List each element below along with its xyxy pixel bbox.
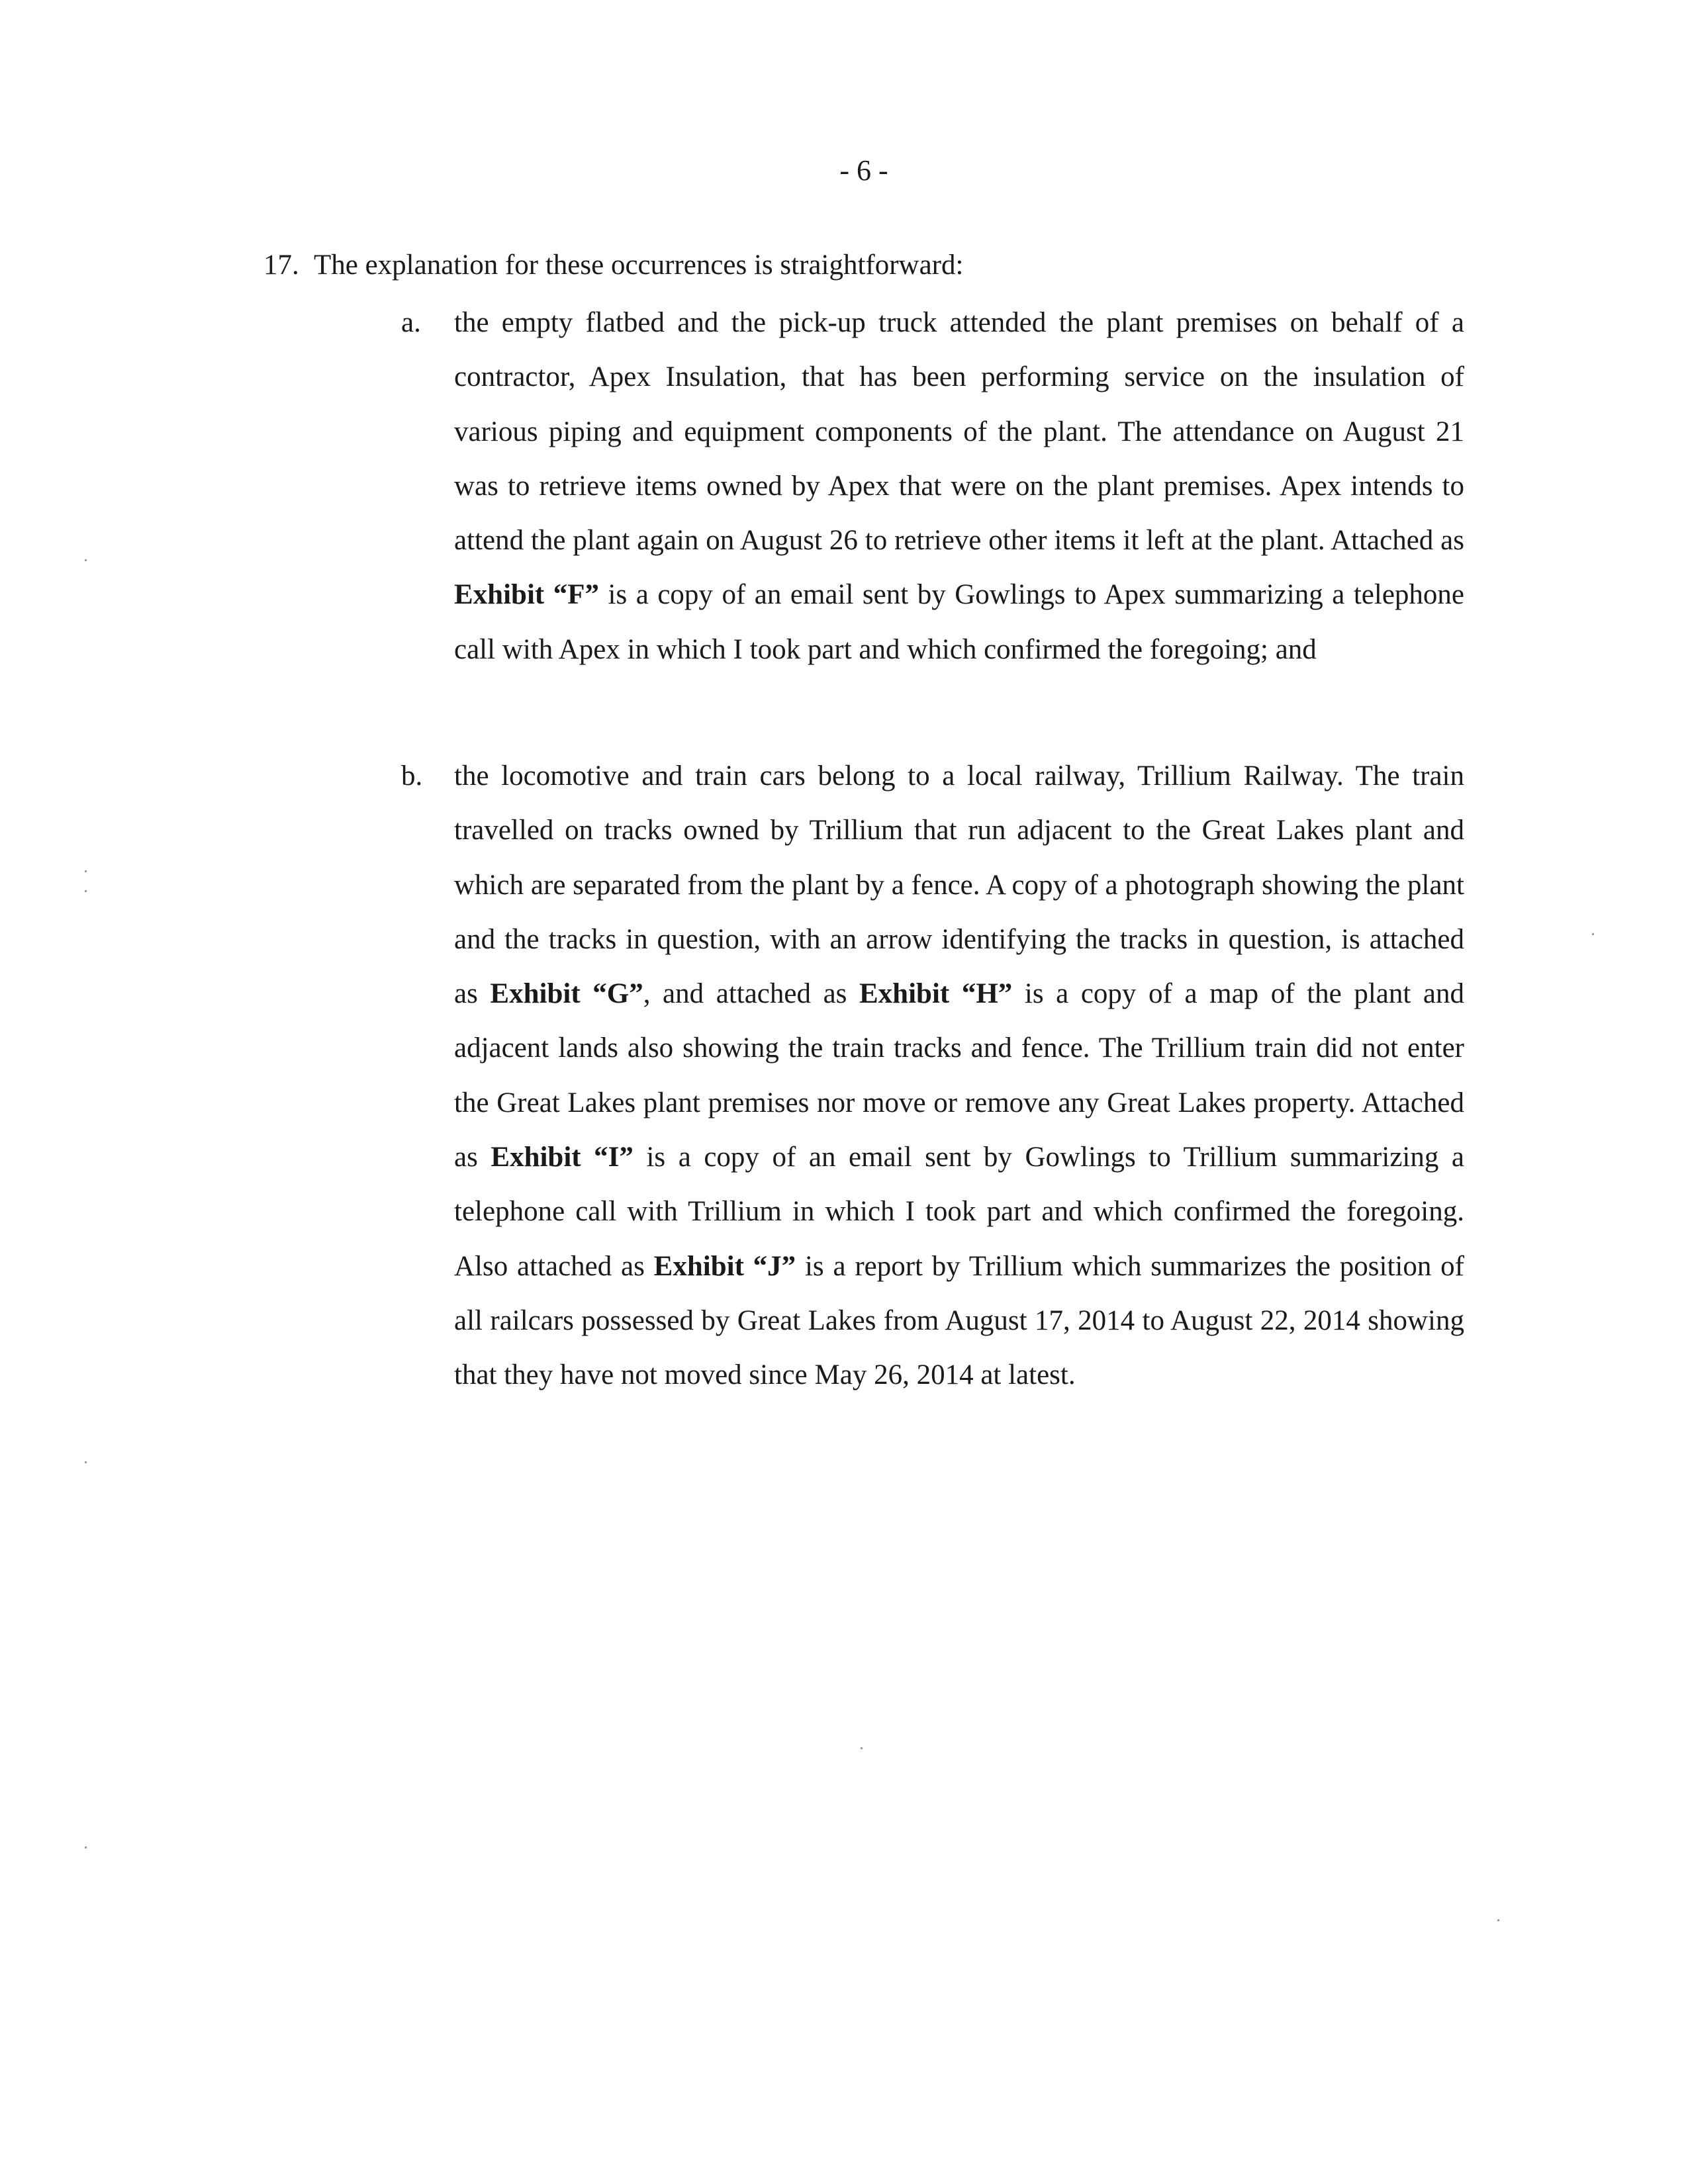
body-text: is a report by Trillium which summarizes the position of all railcars possessed by Great Lakes from August 17, 2014 to August 22, 2014 showing that they have not moved since May 26, 2014 at latest. [454, 1250, 1464, 1391]
paragraph-text: The explanation for these occurrences is straightforward: [314, 250, 964, 281]
body-text: is a copy of a map of the plant and adjacent lands also showing the train tracks and fence. The Trillium train did not enter the Great Lakes plant premises nor move or remove any Great Lakes property. Attached as [454, 978, 1464, 1173]
exhibit-reference: Exhibit “F” [454, 579, 600, 611]
scan-speck [85, 1461, 87, 1463]
list-item-text [454, 296, 1464, 677]
list-item-b [401, 749, 1464, 1403]
scan-speck [85, 1846, 87, 1848]
scan-speck [1497, 1919, 1499, 1921]
exhibit-reference: Exhibit “I” [491, 1142, 633, 1173]
list-item-marker: b. [401, 760, 423, 792]
exhibit-reference: Exhibit “J” [653, 1250, 796, 1282]
paragraph-17 [263, 245, 1475, 286]
scan-speck [861, 1747, 863, 1749]
exhibit-reference: Exhibit “H” [859, 978, 1013, 1010]
scan-speck [85, 870, 87, 872]
scan-speck [1592, 933, 1594, 935]
body-text: the locomotive and train cars belong to a local railway, Trillium Railway. The train travelled on tracks owned by Trillium that run adjacent to the Great Lakes plant and which are separated from the plant by a fence. A copy of a photograph showing the plant and the tracks in question, with an arrow identifying the tracks in question, is attached as [454, 760, 1464, 1010]
body-text: is a copy of an email sent by Gowlings to Trillium summarizing a telephone call with Trillium in which I took part and which confirmed the foregoing. Also attached as [454, 1142, 1464, 1282]
exhibit-reference: Exhibit “G” [490, 978, 643, 1010]
page-number: - 6 - [839, 154, 888, 187]
list-item-marker: a. [401, 307, 421, 338]
scan-speck [85, 559, 87, 561]
body-text: , and attached as [643, 978, 859, 1010]
list-item-text [454, 749, 1464, 1403]
body-text: is a copy of an email sent by Gowlings to Apex summarizing a telephone call with Apex in which I took part and which confirmed the foregoing; and [454, 579, 1464, 665]
list-item-a [401, 296, 1464, 677]
paragraph-number: 17. [263, 250, 299, 281]
body-text: the empty flatbed and the pick-up truck attended the plant premises on behalf of a contractor, Apex Insulation, that has been performing service on the insulation of various piping and equipment components of the plant. The attendance on August 21 was to retrieve items owned by Apex that were on the plant premises. Apex intends to attend the plant again on August 26 to retrieve other items it left at the plant. Attached as [454, 307, 1464, 557]
scan-speck [85, 890, 87, 892]
